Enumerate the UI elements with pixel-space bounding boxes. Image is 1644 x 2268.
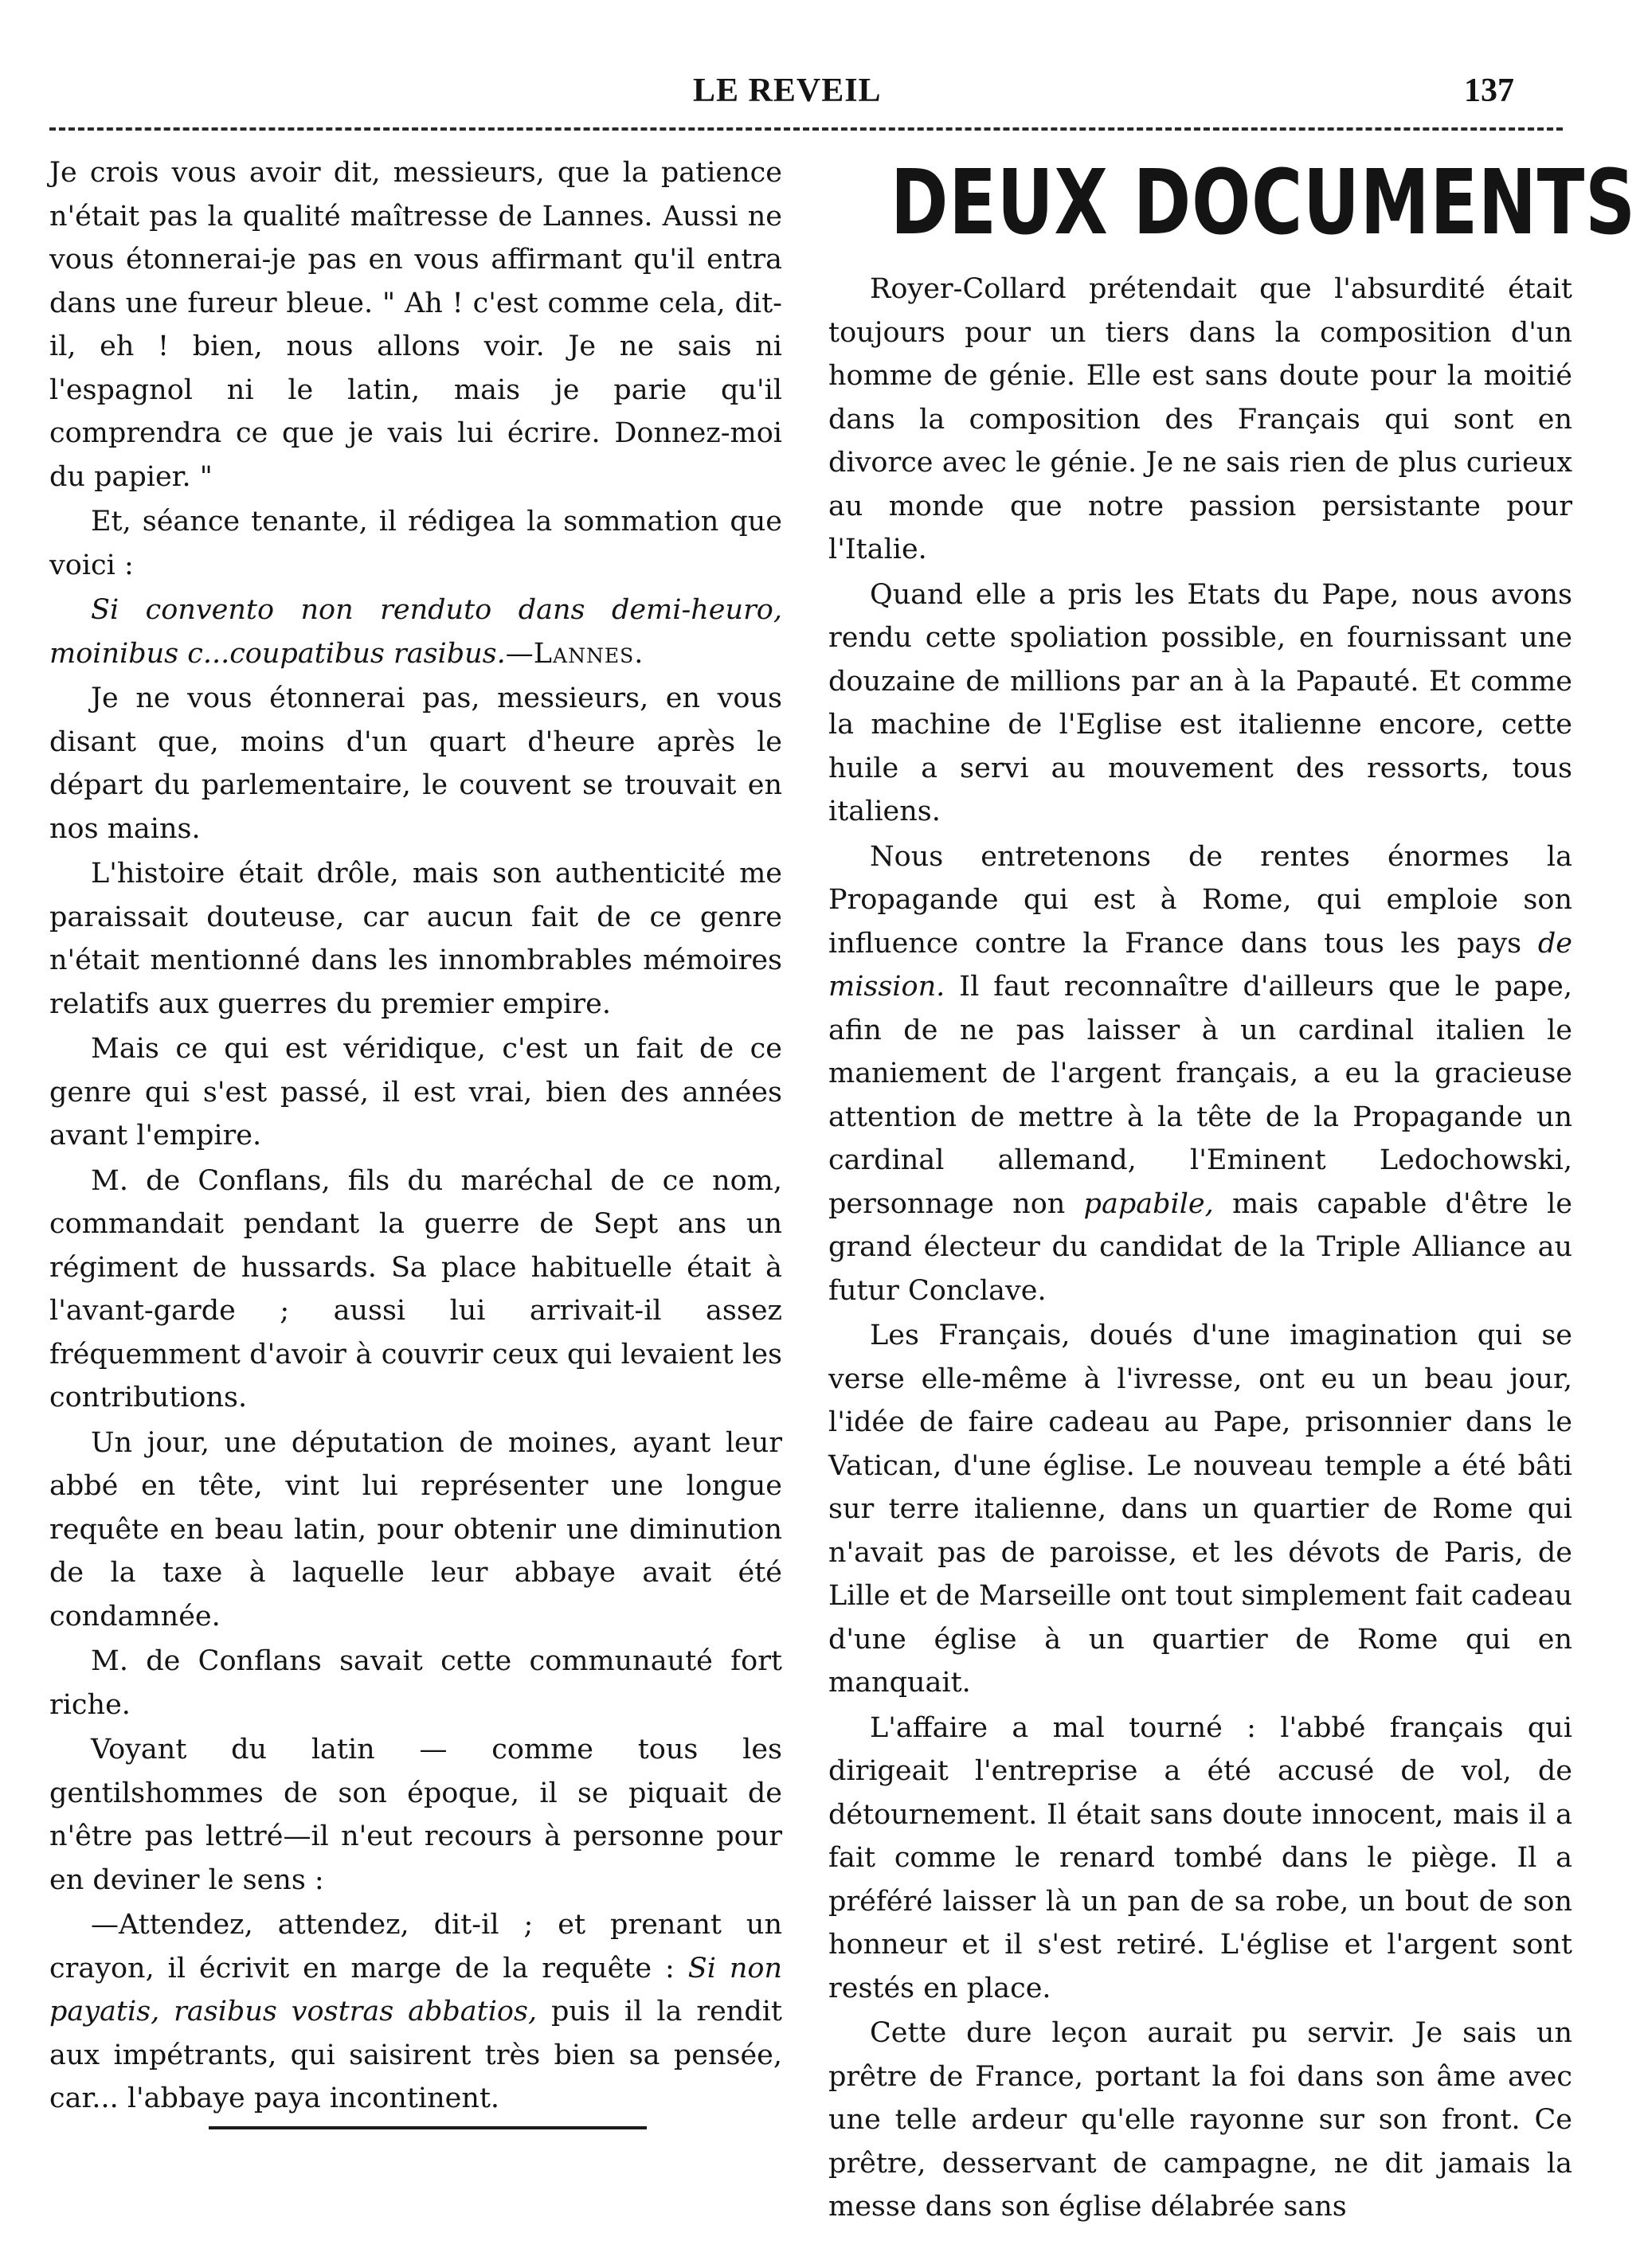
lannes-sommation (49, 589, 782, 675)
italic-term: de mission. (828, 927, 1572, 1003)
paragraph: Et, séance tenante, il rédigea la sommation que voici : (49, 506, 782, 581)
latin-quote: Si non payatis, rasibus vostras abbatios, (49, 1952, 783, 2028)
paragraph: Je crois vous avoir dit, messieurs, que la patience n'était pas la qualité maîtresse de Lannes. Aussi ne vous étonnerai-je pas en vous affirmant qu'il entra dans une fureur bleue. " Ah ! c'est comme cela, dit-il, eh ! bien, nous allons voir. Je ne sais ni l'espagnol ni le latin, mais je parie qu'il comprendra ce que je vais lui écrire. Donnez-moi du papier. " (49, 157, 782, 493)
paragraph: Les Français, doués d'une imagination qui se verse elle-même à l'ivresse, ont eu un beau jour, l'idée de faire cadeau au Pape, prisonnier dans le Vatican, d'une église. Le nouveau temple a été bâti sur terre italienne, dans un quartier de Rome qui n'avait pas de paroisse, et les dévots de Paris, de Lille et de Marseille ont tout simplement fait cadeau d'une église à un quartier de Rome qui en manquait. (828, 1320, 1572, 1699)
dash: — (505, 637, 534, 670)
signature: Lannes. (533, 637, 644, 670)
paragraph: Royer-Collard prétendait que l'absurdité était toujours pour un tiers dans la composition d'un homme de génie. Elle est sans doute pour la moitié dans la composition des Français qui sont en divorce avec le génie. Je ne sais rien de plus curieux au monde que notre passion persistante pour l'Italie. (828, 273, 1572, 565)
article-title: DEUX DOCUMENTS (890, 151, 1636, 255)
running-title: LE REVEIL (693, 72, 882, 109)
paragraph: M. de Conflans, fils du maréchal de ce nom, commandait pendant la guerre de Sept ans un régiment de hussards. Sa place habituelle était à l'avant-garde ; aussi lui arrivait-il assez fréquemment d'avoir à couvrir ceux qui levaient les contributions. (49, 1164, 782, 1414)
paragraph: Un jour, une députation de moines, ayant leur abbé en tête, vint lui représenter une longue requête en beau latin, pour obtenir une diminution de la taxe à laquelle leur abbaye avait été condamnée. (49, 1426, 782, 1633)
paragraph: Quand elle a pris les Etats du Pape, nous avons rendu cette spoliation possible, en fournissant une douzaine de millions par an à la Papauté. Et comme la machine de l'Eglise est italienne encore, cette huile a servi au mouvement des ressorts, tous italiens. (828, 578, 1572, 827)
paragraph (49, 1903, 782, 2121)
text-run: Nous entretenons de rentes énormes la Propagande qui est à Rome, qui emploie son influence contre la France dans tous les pays (828, 840, 1572, 960)
text-run: —Attendez, attendez, dit-il ; et prenant un crayon, il écrivit en marge de la requête : (49, 1909, 782, 1984)
text-run: Il faut reconnaître d'ailleurs que le pape, afin de ne pas laisser à un cardinal italien le maniement de l'argent français, a eu la gracieuse attention de mettre à la tête de la Propagande un cardinal allemand, l'Eminent Ledochowski, personnage non (828, 971, 1572, 1220)
article-title-wrap (828, 151, 1636, 258)
page-number: 137 (1464, 72, 1514, 109)
paragraph: Voyant du latin — comme tous les gentilshommes de son époque, il se piquait de n'être pas lettré—il n'eut recours à personne pour en deviner le sens : (49, 1734, 782, 1896)
article-body (828, 268, 1572, 2229)
left-column (49, 151, 782, 2121)
paragraph: Mais ce qui est véridique, c'est un fait de ce genre qui s'est passé, il est vrai, bien des années avant l'empire. (49, 1033, 782, 1152)
paragraph: Cette dure leçon aurait pu servir. Je sais un prêtre de France, portant la foi dans son âme avec une telle ardeur qu'elle rayonne sur son front. Ce prêtre, desservant de campagne, ne dit jamais la messe dans son église délabrée sans (828, 2017, 1572, 2223)
paragraph: L'histoire était drôle, mais son authenticité me paraissait douteuse, car aucun fait de ce genre n'était mentionné dans les innombrables mémoires relatifs aux guerres du premier empire. (49, 858, 782, 1020)
paragraph: L'affaire a mal tourné : l'abbé français qui dirigeait l'entreprise a été accusé de vol, de détournement. Il était sans doute innocent, mais il a fait comme le renard tombé dans le piège. Il a préféré laisser là un pan de sa robe, un bout de son honneur et il s'est retiré. L'église et l'argent sont restés en place. (828, 1711, 1572, 2004)
paragraph (828, 835, 1572, 1313)
text-run: mais capable d'être le grand électeur du candidat de la Triple Alliance au futur Conclave. (828, 1187, 1573, 1307)
paragraph: Je ne vous étonnerai pas, messieurs, en vous disant que, moins d'un quart d'heure après le départ du parlementaire, le couvent se trouvait en nos mains. (49, 682, 782, 845)
page-header (0, 0, 1644, 127)
article-end-rule (209, 2126, 647, 2129)
latin-quote: Si convento non renduto dans demi-heuro, moinibus c...coupatibus rasibus. (49, 594, 782, 670)
right-column (828, 151, 1636, 2229)
text-run: puis il la rendit aux impétrants, qui saisirent très bien sa pensée, car... l'abbaye paya incontinent. (49, 1996, 782, 2114)
italic-term: papabile, (1083, 1187, 1214, 1220)
paragraph: M. de Conflans savait cette communauté fort riche. (49, 1645, 782, 1721)
header-rule (49, 127, 1563, 131)
